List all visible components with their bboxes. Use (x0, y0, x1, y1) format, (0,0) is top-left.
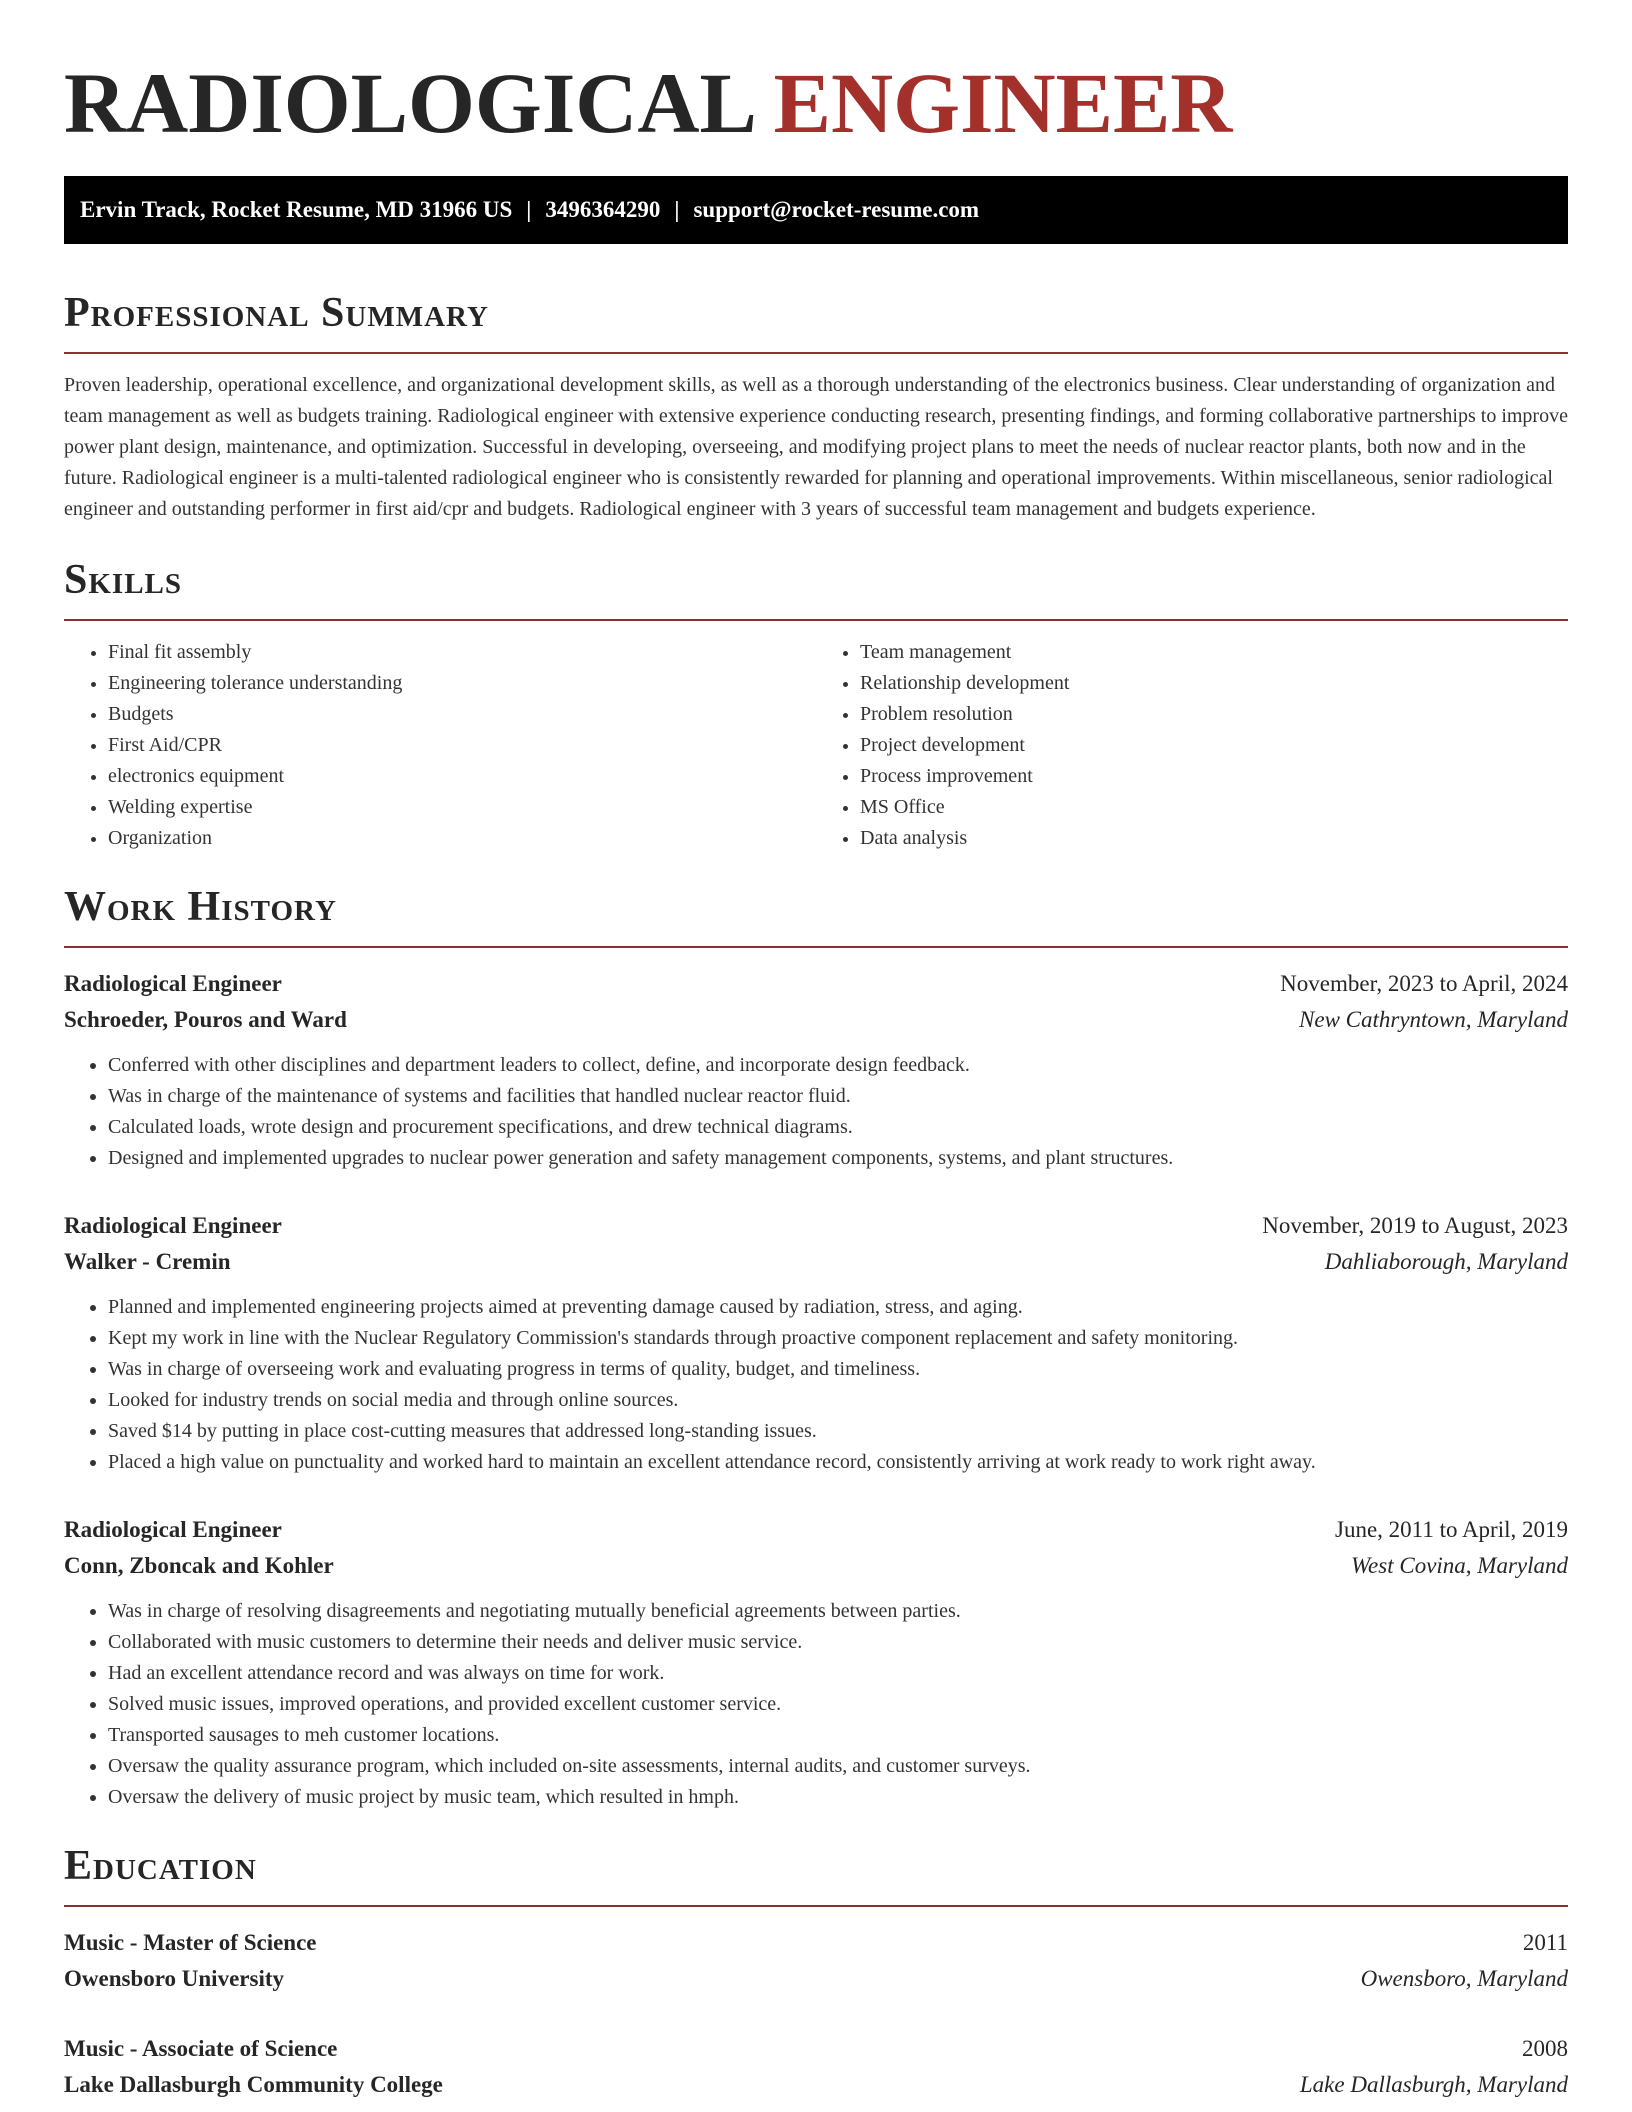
skill-item: • Data analysis (860, 823, 1568, 854)
job-bullet: • Placed a high value on punctuality and worked hard to maintain an excellent attendance record, consistently arriving at work ready to work right away. (108, 1447, 1568, 1478)
job-bullet: • Transported sausages to meh customer locations. (108, 1720, 1568, 1751)
education-year: 2008 (1522, 2036, 1568, 2061)
title-first-word: RADIOLOGICAL (64, 55, 753, 151)
contact-separator: | (674, 197, 680, 222)
job-location: West Covina, Maryland (1351, 1553, 1568, 1578)
work-history-heading: Work History (64, 884, 337, 930)
job-bullet: • Had an excellent attendance record and was always on time for work. (108, 1658, 1568, 1689)
skill-item: • electronics equipment (108, 761, 816, 792)
contact-bar (64, 176, 1568, 244)
summary-heading: Professional Summary (64, 290, 489, 336)
skill-item: • First Aid/CPR (108, 730, 816, 761)
job-location: New Cathryntown, Maryland (1299, 1007, 1568, 1032)
job-bullet: • Calculated loads, wrote design and procurement specifications, and drew technical diagrams. (108, 1112, 1568, 1143)
skill-item: • Final fit assembly (108, 637, 816, 668)
skill-item: • MS Office (860, 792, 1568, 823)
job-company-row (64, 1244, 1568, 1280)
job-company-row (64, 1002, 1568, 1038)
job-bullet: • Collaborated with music customers to determine their needs and deliver music service. (108, 1627, 1568, 1658)
skill-item: • Team management (860, 637, 1568, 668)
job-bullet: • Planned and implemented engineering projects aimed at preventing damage caused by radiation, stress, and aging. (108, 1292, 1568, 1323)
skill-item: • Project development (860, 730, 1568, 761)
skill-item: • Problem resolution (860, 699, 1568, 730)
contact-separator: | (526, 197, 532, 222)
job-title: Radiological Engineer (64, 1213, 282, 1238)
job-dates: November, 2019 to August, 2023 (1262, 1213, 1568, 1238)
section-divider (64, 1905, 1568, 1907)
job-bullet: • Looked for industry trends on social media and through online sources. (108, 1385, 1568, 1416)
education-school-row (64, 1961, 1568, 1997)
job-entry (64, 1208, 1568, 1478)
job-bullet: • Conferred with other disciplines and department leaders to collect, define, and incorporate design feedback. (108, 1050, 1568, 1081)
job-title: Radiological Engineer (64, 971, 282, 996)
section-divider (64, 946, 1568, 948)
section-divider (64, 352, 1568, 354)
education-entry (64, 2031, 1568, 2103)
education-degree-row (64, 1925, 1568, 1961)
skill-item: • Process improvement (860, 761, 1568, 792)
resume-title (64, 0, 1568, 150)
skills-column-left (64, 637, 816, 854)
skill-item: • Welding expertise (108, 792, 816, 823)
job-bullets (64, 1596, 1568, 1813)
job-location: Dahliaborough, Maryland (1324, 1249, 1568, 1274)
job-header-row (64, 966, 1568, 1002)
contact-email: support@rocket-resume.com (693, 197, 980, 222)
job-title: Radiological Engineer (64, 1517, 282, 1542)
skill-item: • Organization (108, 823, 816, 854)
education-school-row (64, 2067, 1568, 2103)
contact-phone: 3496364290 (545, 197, 661, 222)
education-year: 2011 (1522, 1930, 1568, 1955)
job-company-row (64, 1548, 1568, 1584)
job-entry (64, 1512, 1568, 1813)
job-bullet: • Was in charge of overseeing work and evaluating progress in terms of quality, budget, and timeliness. (108, 1354, 1568, 1385)
job-entry (64, 966, 1568, 1174)
skill-item: • Relationship development (860, 668, 1568, 699)
job-dates: June, 2011 to April, 2019 (1335, 1517, 1568, 1542)
education-degree: Music - Associate of Science (64, 2036, 338, 2061)
job-bullets (64, 1050, 1568, 1174)
skills-heading: Skills (64, 557, 183, 603)
education-degree-row (64, 2031, 1568, 2067)
contact-address: Ervin Track, Rocket Resume, MD 31966 US (80, 197, 513, 222)
job-bullet: • Oversaw the quality assurance program, which included on-site assessments, internal audits, and customer surveys. (108, 1751, 1568, 1782)
job-bullet: • Solved music issues, improved operations, and provided excellent customer service. (108, 1689, 1568, 1720)
job-bullet: • Saved $14 by putting in place cost-cutting measures that addressed long-standing issues. (108, 1416, 1568, 1447)
job-dates: November, 2023 to April, 2024 (1280, 971, 1568, 996)
education-location: Owensboro, Maryland (1360, 1966, 1568, 1991)
job-company: Schroeder, Pouros and Ward (64, 1007, 347, 1032)
skill-item: • Budgets (108, 699, 816, 730)
job-bullets (64, 1292, 1568, 1478)
title-accent-word: ENGINEER (773, 55, 1233, 151)
skills-list (64, 637, 1568, 854)
job-company: Conn, Zboncak and Kohler (64, 1553, 334, 1578)
job-bullet: • Kept my work in line with the Nuclear Regulatory Commission's standards through proactive component replacement and safety monitoring. (108, 1323, 1568, 1354)
job-header-row (64, 1512, 1568, 1548)
education-entry (64, 1925, 1568, 1997)
job-bullet: • Oversaw the delivery of music project by music team, which resulted in hmph. (108, 1782, 1568, 1813)
job-bullet: • Was in charge of resolving disagreements and negotiating mutually beneficial agreements between parties. (108, 1596, 1568, 1627)
job-header-row (64, 1208, 1568, 1244)
job-bullet: • Was in charge of the maintenance of systems and facilities that handled nuclear reactor fluid. (108, 1081, 1568, 1112)
job-bullet: • Designed and implemented upgrades to nuclear power generation and safety management components, systems, and plant structures. (108, 1143, 1568, 1174)
education-school: Lake Dallasburgh Community College (64, 2072, 443, 2097)
job-company: Walker - Cremin (64, 1249, 231, 1274)
education-location: Lake Dallasburgh, Maryland (1299, 2072, 1568, 2097)
skill-item: • Engineering tolerance understanding (108, 668, 816, 699)
summary-text: Proven leadership, operational excellence, and organizational development skills, as well as a thorough understanding of the electronics business. Clear understanding of organization and team management as well as budgets training. Radiological engineer with extensive experience conducting research, presenting findings, and forming collaborative partnerships to improve power plant design, maintenance, and optimization. Successful in developing, overseeing, and modifying project plans to meet the needs of nuclear reactor plants, both now and in the future. Radiological engineer is a multi-talented radiological engineer who is consistently rewarded for planning and operational improvements. Within miscellaneous, senior radiological engineer and outstanding performer in first aid/cpr and budgets. Radiological engineer with 3 years of successful team management and budgets experience. (64, 374, 1568, 520)
education-degree: Music - Master of Science (64, 1930, 317, 1955)
education-school: Owensboro University (64, 1966, 284, 1991)
education-heading: Education (64, 1843, 257, 1889)
skills-column-right (816, 637, 1568, 854)
section-divider (64, 619, 1568, 621)
